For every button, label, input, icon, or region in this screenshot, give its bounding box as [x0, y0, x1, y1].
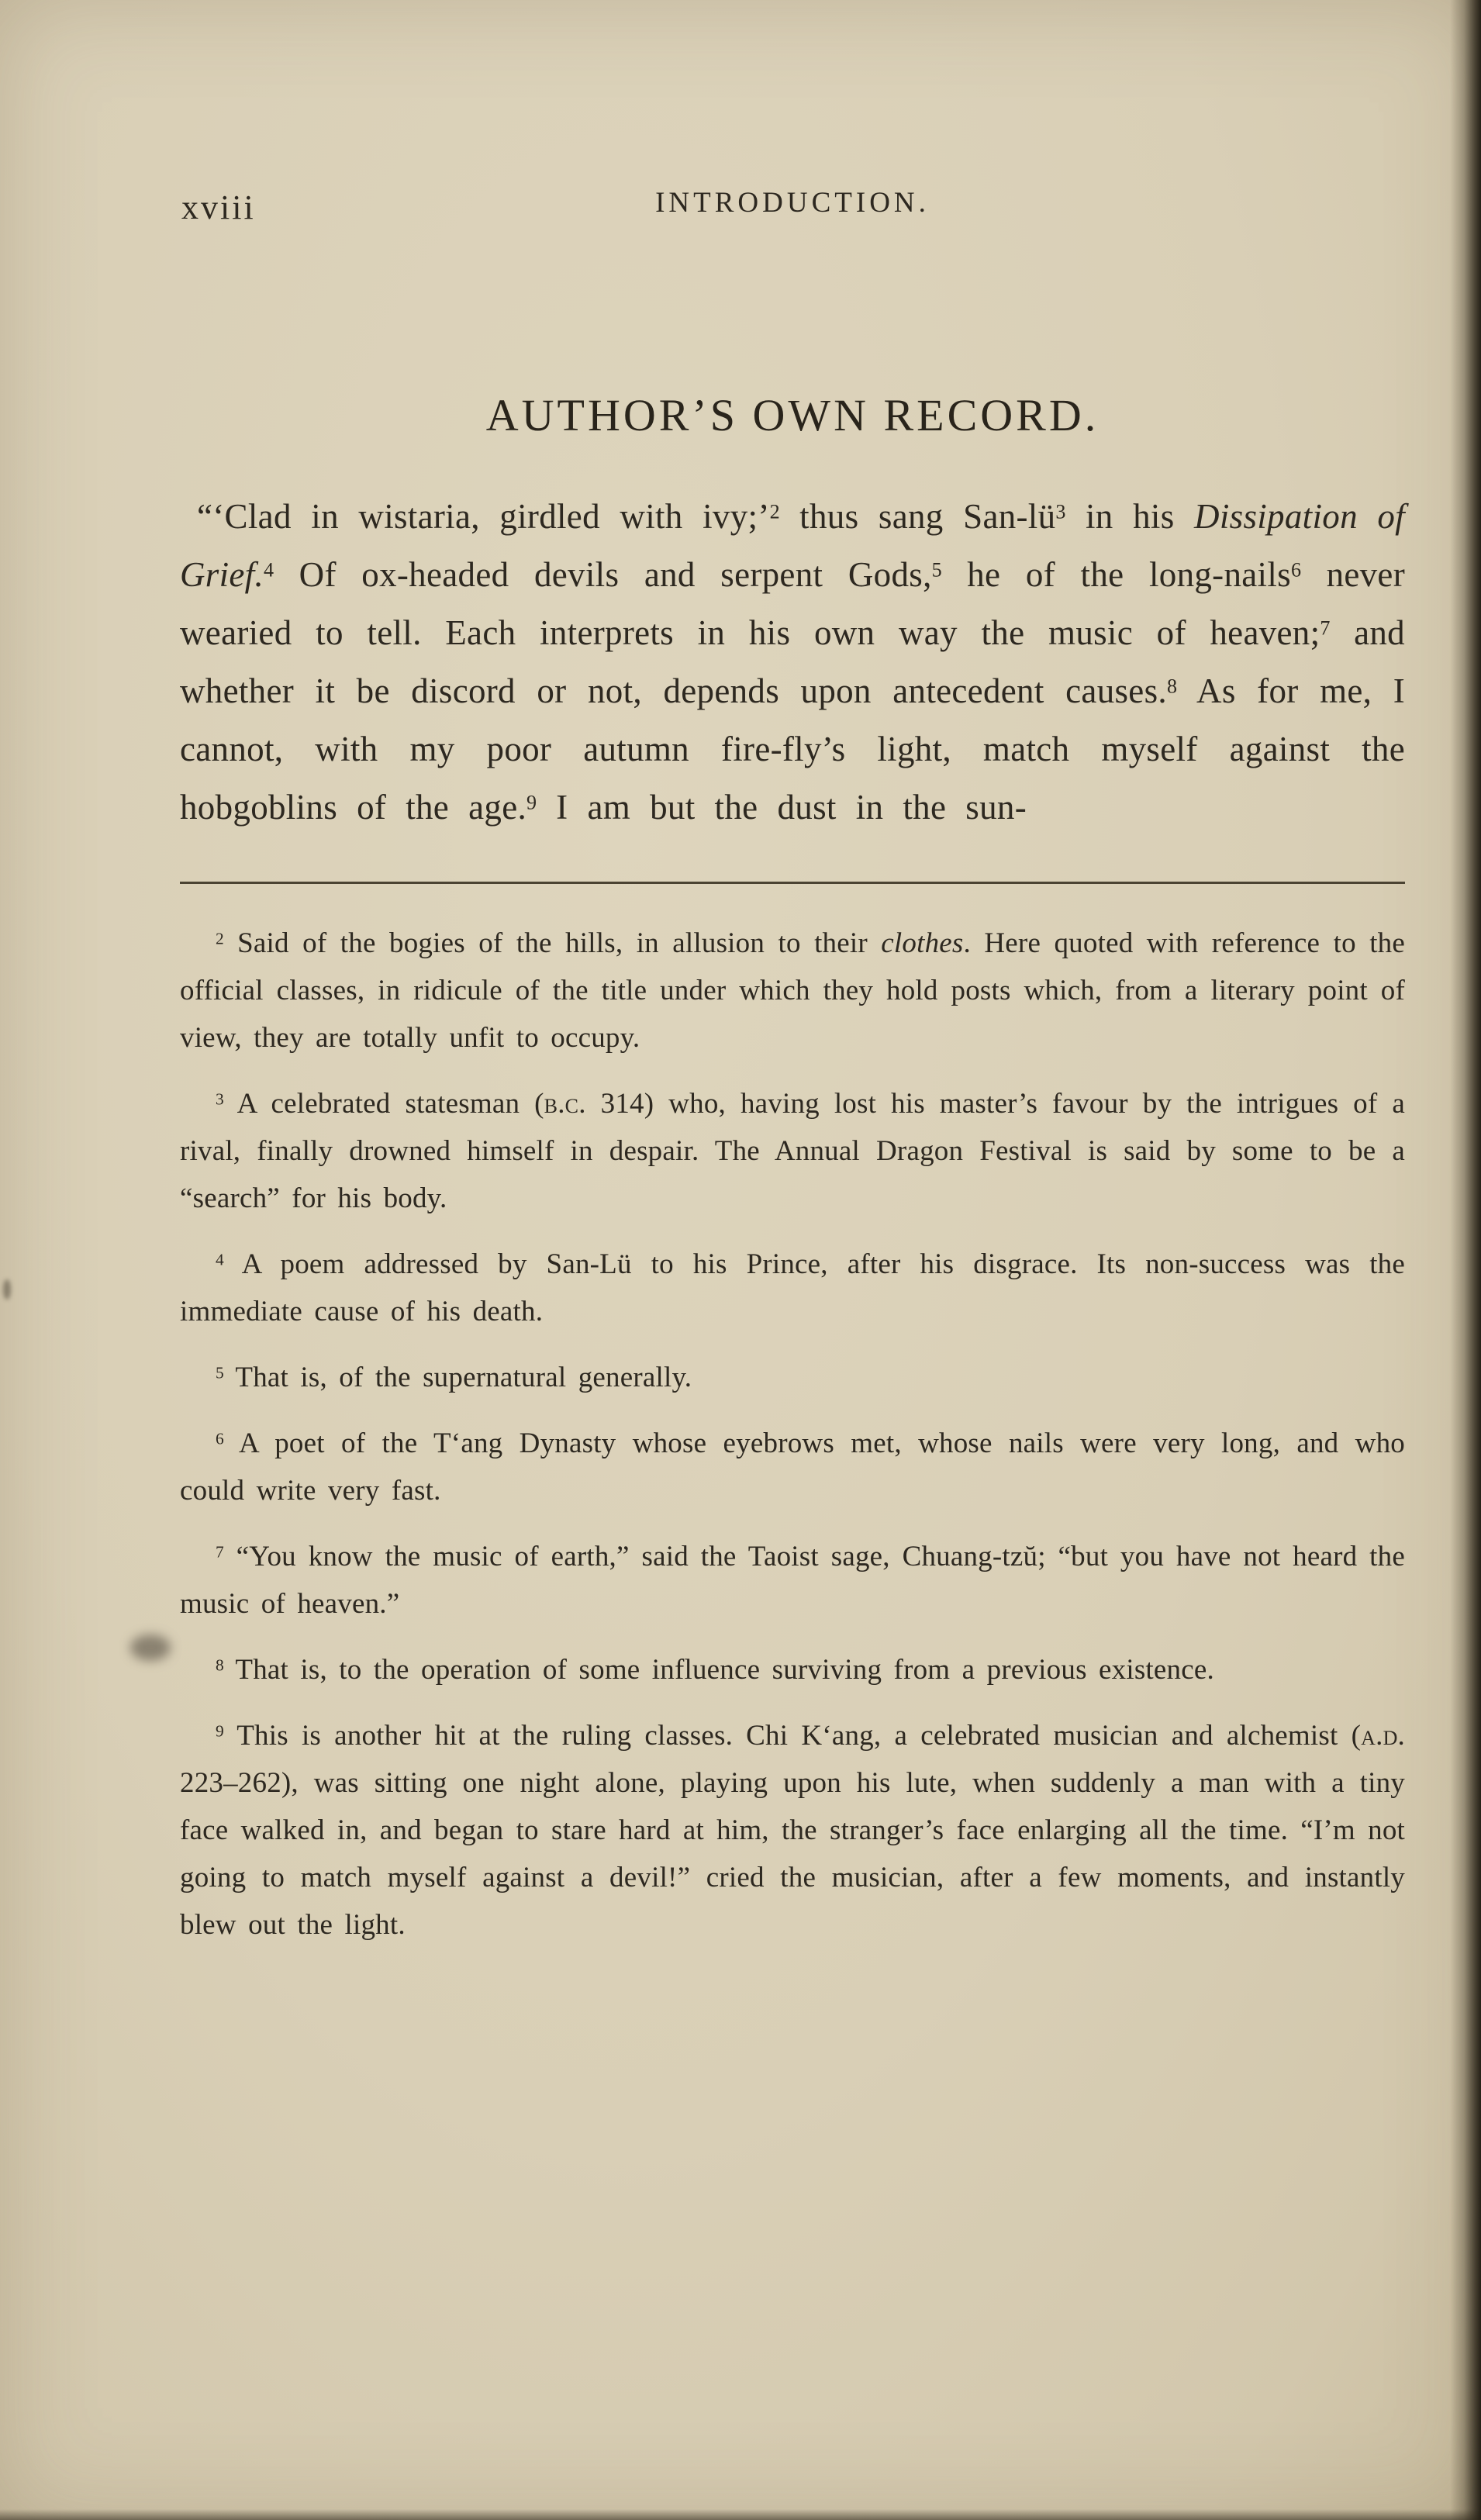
scan-smudge — [130, 1635, 171, 1661]
footnote-divider — [180, 882, 1405, 884]
scan-bottom-shadow — [0, 2509, 1481, 2520]
footnote: $^5$ That is, of the supernatural generally. — [216, 1362, 692, 1393]
footnote: $^2$ Said of the bogies of the hills, in allusion to their clothes. Here quoted with reference to the official classes, in ridicule of the title under which they hold posts which, from a literary point of view, they are totally unfit to occupy. — [180, 927, 1405, 1054]
scan-speck — [3, 1279, 11, 1300]
text-block — [180, 0, 1405, 1967]
footnote: $^4$ A poem addressed by San-Lü to his Prince, after his disgrace. Its non-success was the immediate cause of his death. — [180, 1248, 1405, 1327]
footnotes — [180, 920, 1405, 1949]
footnote: $^8$ That is, to the operation of some influence surviving from a previous existence. — [216, 1654, 1214, 1686]
page-number: xviii — [181, 188, 256, 226]
footnote: $^3$ A celebrated statesman (b.c. 314) who, having lost his master’s favour by the intrigues of a rival, finally drowned himself in despair. The Annual Dragon Festival is said by some to be a “search” for his body. — [180, 1088, 1405, 1214]
footnote: $^6$ A poet of the T‘ang Dynasty whose eyebrows met, whose nails were very long, and who could write very fast. — [180, 1427, 1405, 1507]
page-header — [180, 186, 1405, 230]
scan-edge-shadow — [1450, 0, 1481, 2520]
section-title: AUTHOR’S OWN RECORD. — [485, 390, 1100, 440]
footnote: $^9$ This is another hit at the ruling classes. Chi K‘ang, a celebrated musician and alchemist (a.d. 223–262), was sitting one night alone, playing upon his lute, when suddenly a man with a tiny face walked in, and began to stare hard at him, the stranger’s face enlarging all the time. “I’m not going to match myself against a devil!” cried the musician, after a few moments, and instantly blew out the light. — [180, 1720, 1405, 1941]
footnote: $^7$ “You know the music of earth,” said the Taoist sage, Chuang-tzŭ; “but you have not heard the music of heaven.” — [180, 1541, 1405, 1620]
running-title: INTRODUCTION. — [655, 187, 930, 219]
body-paragraph: “‘Clad in wistaria, girdled with ivy;’$^2$ thus sang San-$lü^3$ in his Dissipation of Grief.$^4$ Of ox-headed devils and serpent Gods,$^5$ he of the long-nails$^6$ never wearied to tell. Each interprets in his own way the music of heaven;$^7$ and whether it be discord or not, depends upon antecedent causes.$^8$ As for me, I cannot, with my poor autumn fire-fly’s light, match myself against the hobgoblins of the age.$^9$ I am but the dust in the sun- — [180, 497, 1405, 827]
